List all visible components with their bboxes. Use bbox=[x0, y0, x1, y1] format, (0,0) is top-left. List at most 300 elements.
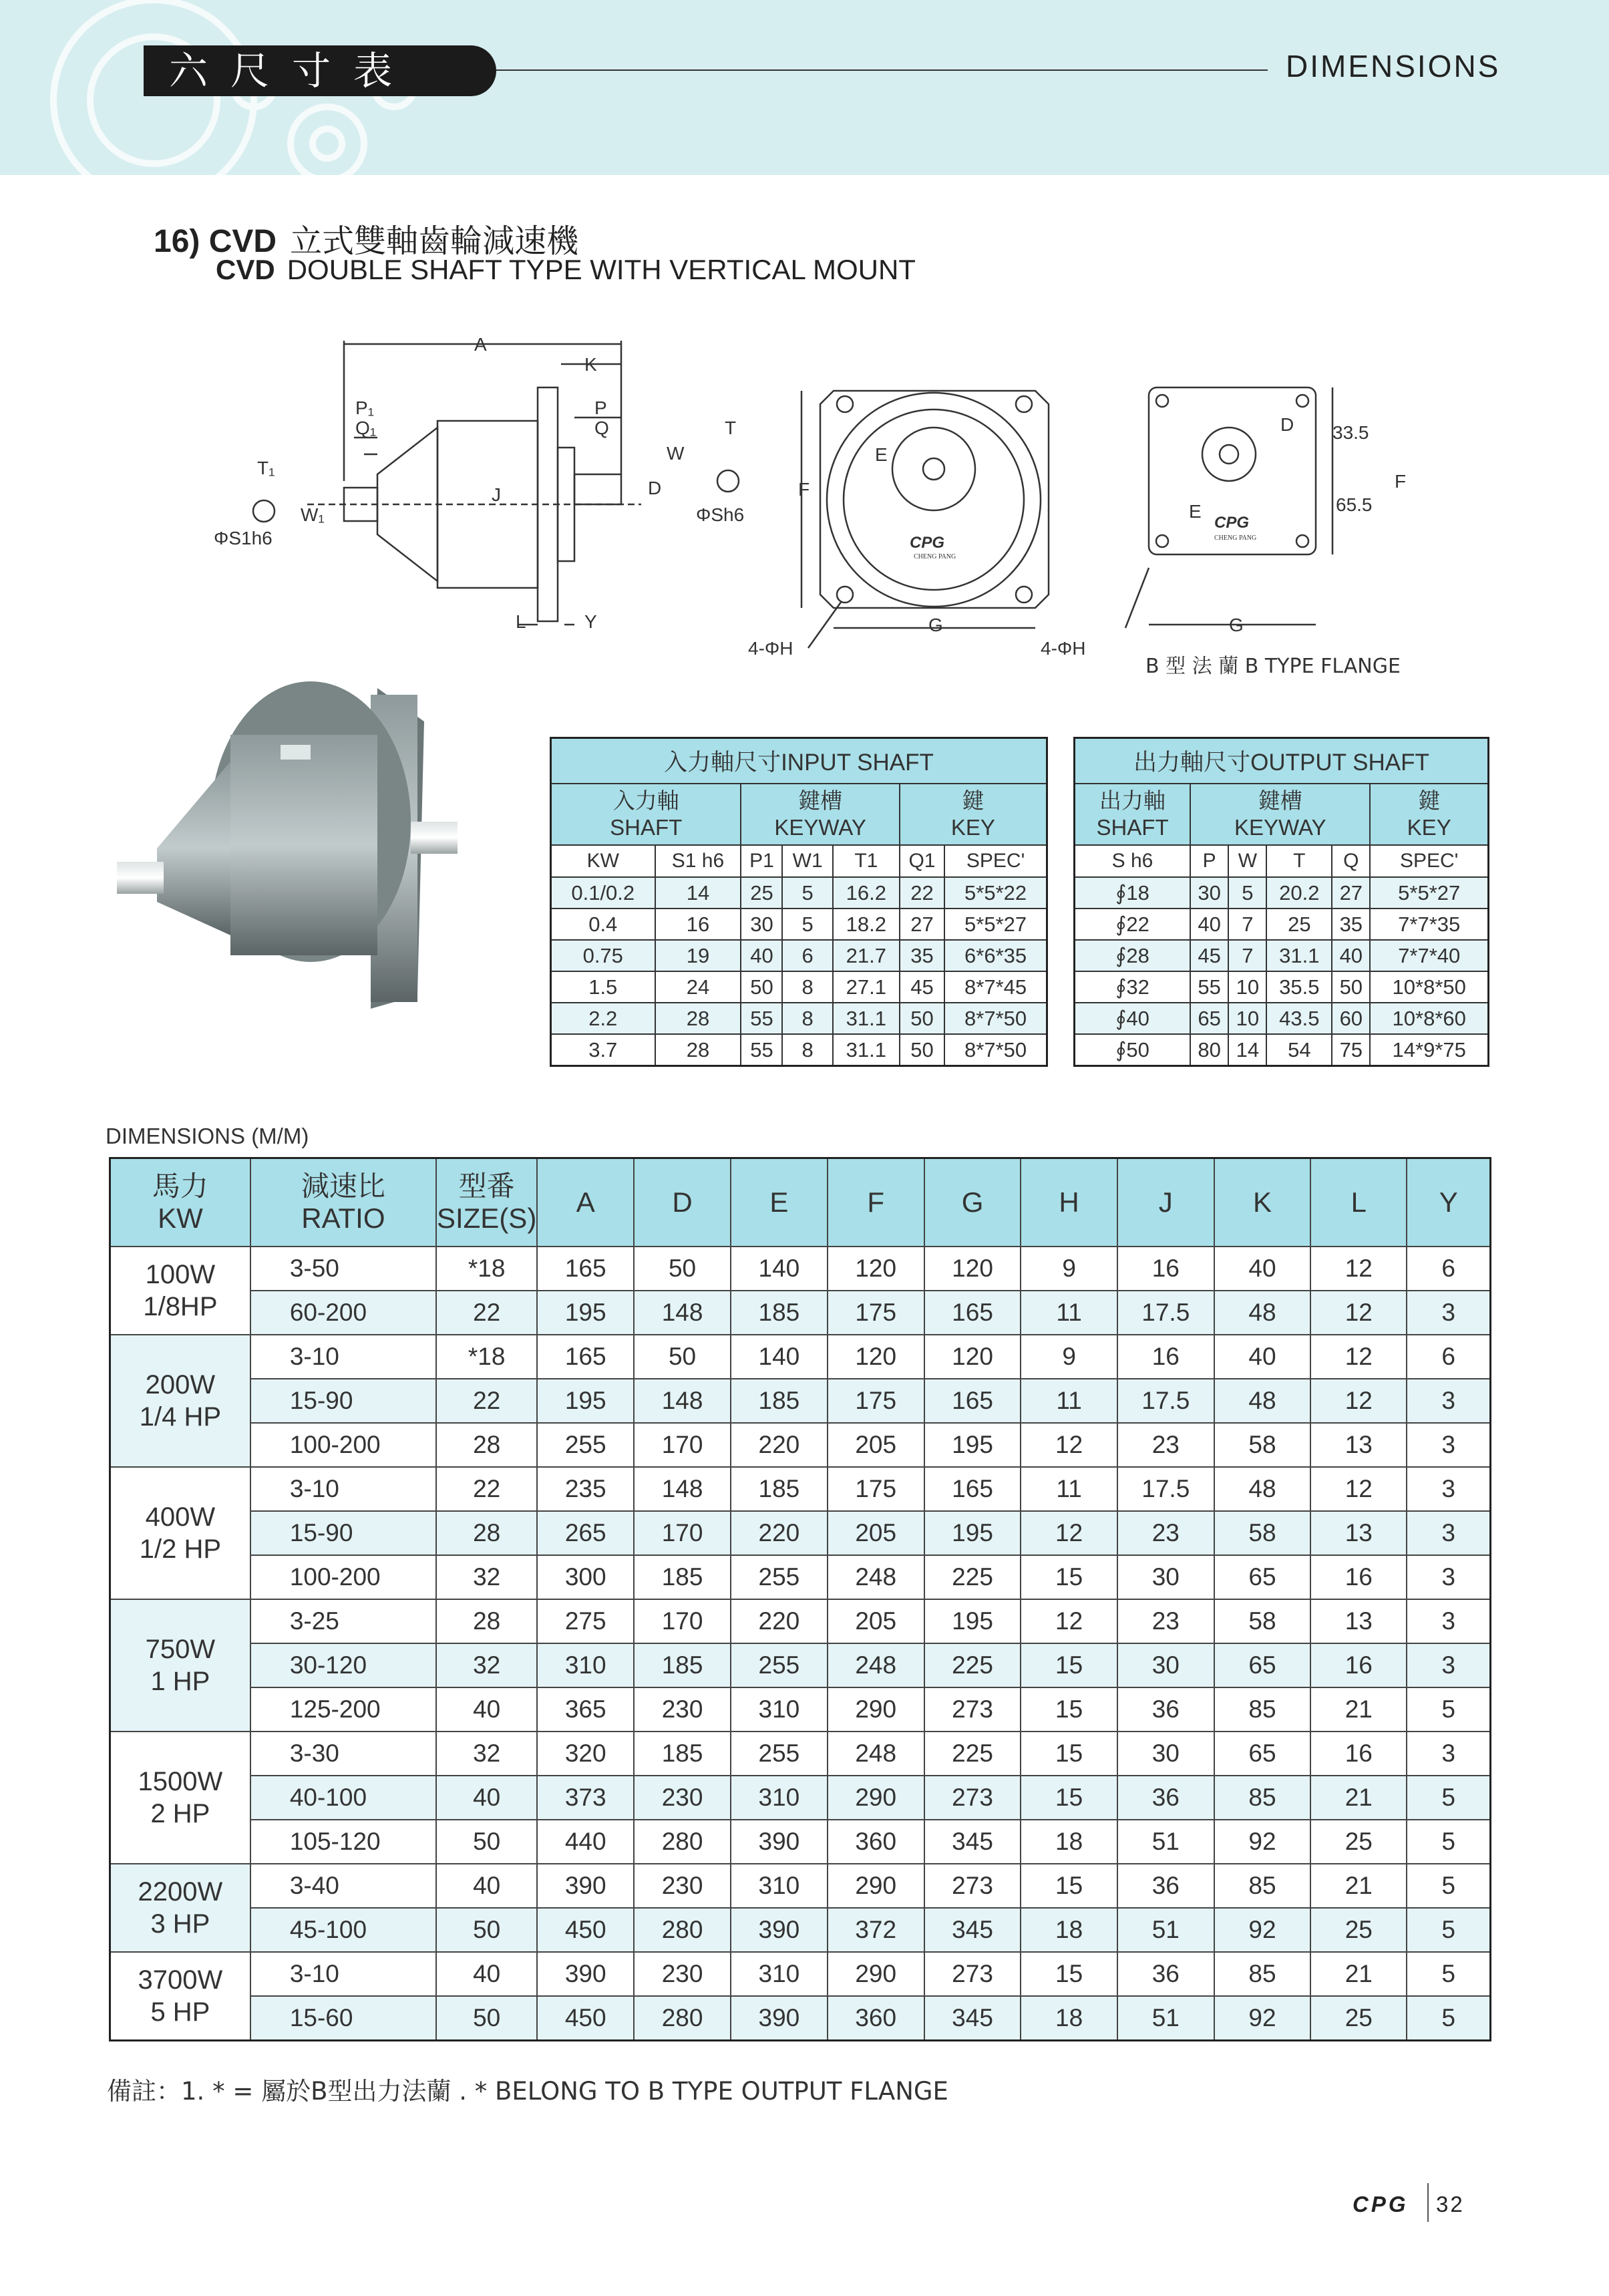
dim-cell: 100-200 bbox=[250, 1423, 436, 1467]
front-brand: CPG bbox=[910, 534, 945, 552]
dim-cell: 51 bbox=[1117, 1908, 1214, 1952]
dim-cell: 310 bbox=[731, 1864, 828, 1908]
dim-cell: 390 bbox=[537, 1952, 634, 1996]
dim-cell: 365 bbox=[537, 1687, 634, 1732]
input-cell: 8*7*50 bbox=[944, 1034, 1047, 1066]
input-col-header: Q1 bbox=[900, 845, 944, 877]
dim-cell: 16 bbox=[1117, 1247, 1214, 1291]
label-A: A bbox=[474, 334, 487, 355]
dim-cell: 85 bbox=[1214, 1776, 1310, 1820]
dim-cell: 5 bbox=[1407, 1996, 1490, 2041]
input-cell: 55 bbox=[741, 1034, 782, 1066]
dim-cell: 450 bbox=[537, 1996, 634, 2041]
dim-cell: 6 bbox=[1407, 1247, 1490, 1291]
output-cell: ∮28 bbox=[1075, 940, 1191, 971]
output-cell: 75 bbox=[1332, 1034, 1370, 1066]
dim-cell: 13 bbox=[1310, 1599, 1407, 1643]
dim-cell: 5 bbox=[1407, 1952, 1490, 1996]
label-T: T bbox=[725, 418, 737, 438]
dim-cell: 205 bbox=[828, 1511, 924, 1555]
dim-cell: 13 bbox=[1310, 1511, 1407, 1555]
dim-cell: 23 bbox=[1117, 1423, 1214, 1467]
dim-cell: 12 bbox=[1021, 1511, 1117, 1555]
dim-row bbox=[110, 1996, 1491, 2041]
input-table-title: 入力軸尺寸INPUT SHAFT bbox=[551, 738, 1047, 784]
dim-cell: 50 bbox=[634, 1247, 731, 1291]
dim-cell: 85 bbox=[1214, 1687, 1310, 1732]
page-number: 32 bbox=[1436, 2192, 1465, 2217]
dim-cell: 230 bbox=[634, 1687, 731, 1732]
dim-cell: 9 bbox=[1021, 1335, 1117, 1379]
output-cell: 30 bbox=[1190, 877, 1228, 909]
dim-cell: 16 bbox=[1310, 1732, 1407, 1776]
dim-cell: 120 bbox=[828, 1247, 924, 1291]
dim-col-header: K bbox=[1214, 1158, 1310, 1247]
label-Q1: Q₁ bbox=[355, 418, 377, 438]
input-row bbox=[551, 940, 1047, 971]
input-cell: 5*5*27 bbox=[944, 909, 1047, 940]
dim-row bbox=[110, 1776, 1491, 1820]
label-dim-65-5: 65.5 bbox=[1336, 494, 1373, 515]
dim-cell: 17.5 bbox=[1117, 1467, 1214, 1511]
dim-cell: 165 bbox=[537, 1335, 634, 1379]
dim-cell: 5 bbox=[1407, 1820, 1490, 1864]
footnote: 備註：1. * = 屬於B型出力法蘭 . * BELONG TO B TYPE OUTPUT FLANGE bbox=[107, 2077, 948, 2106]
output-cell: 65 bbox=[1190, 1003, 1228, 1034]
input-group-key: 鍵 KEY bbox=[900, 784, 1047, 845]
dim-cell: 175 bbox=[828, 1467, 924, 1511]
output-row bbox=[1075, 877, 1489, 909]
dim-cell: 16 bbox=[1310, 1555, 1407, 1599]
dim-row bbox=[110, 1820, 1491, 1864]
dim-cell: 85 bbox=[1214, 1952, 1310, 1996]
dim-row bbox=[110, 1643, 1491, 1687]
dim-cell: 290 bbox=[828, 1864, 924, 1908]
input-cell: 8*7*50 bbox=[944, 1003, 1047, 1034]
dim-cell: 12 bbox=[1310, 1291, 1407, 1335]
dim-cell: 390 bbox=[537, 1864, 634, 1908]
dimensions-caption: DIMENSIONS (M/M) bbox=[106, 1124, 309, 1148]
input-cell: 55 bbox=[741, 1003, 782, 1034]
dim-cell: 3 bbox=[1407, 1467, 1490, 1511]
dim-cell: 9 bbox=[1021, 1247, 1117, 1291]
dim-cell: 25 bbox=[1310, 1820, 1407, 1864]
output-col-header: SPEC' bbox=[1370, 845, 1488, 877]
label-T1: T₁ bbox=[257, 458, 275, 478]
header-rule bbox=[496, 69, 1268, 71]
input-cell: 16 bbox=[655, 909, 741, 940]
dim-cell: 3-30 bbox=[250, 1732, 436, 1776]
dim-cell: 15 bbox=[1021, 1643, 1117, 1687]
dim-cell: 320 bbox=[537, 1732, 634, 1776]
input-cell: 45 bbox=[900, 971, 944, 1003]
front-brand-sub: CHENG PANG bbox=[914, 553, 956, 560]
dim-cell: 195 bbox=[537, 1379, 634, 1423]
output-col-header: T bbox=[1266, 845, 1332, 877]
dim-col-header: 減速比 RATIO bbox=[250, 1158, 436, 1247]
dim-power-cell: 100W 1/8HP bbox=[110, 1247, 250, 1335]
input-cell: 31.1 bbox=[833, 1034, 900, 1066]
dim-power-cell: 200W 1/4 HP bbox=[110, 1335, 250, 1467]
dim-cell: 50 bbox=[634, 1335, 731, 1379]
dim-cell: 36 bbox=[1117, 1687, 1214, 1732]
dim-row bbox=[110, 1864, 1491, 1908]
dim-row bbox=[110, 1908, 1491, 1952]
output-row bbox=[1075, 971, 1489, 1003]
dim-cell: 290 bbox=[828, 1687, 924, 1732]
section-title-zh: 六尺寸表 bbox=[144, 45, 496, 96]
dim-cell: 58 bbox=[1214, 1511, 1310, 1555]
label-Sh6: ΦSh6 bbox=[696, 504, 745, 525]
dim-cell: 60-200 bbox=[250, 1291, 436, 1335]
dim-cell: 5 bbox=[1407, 1864, 1490, 1908]
product-model: CVD bbox=[216, 254, 275, 285]
input-cell: 0.4 bbox=[551, 909, 655, 940]
output-shaft-table bbox=[1073, 737, 1489, 1067]
product-name-zh: 立式雙軸齒輪減速機 bbox=[290, 222, 579, 260]
label-E-flange: E bbox=[1189, 501, 1202, 522]
input-cell: 30 bbox=[741, 909, 782, 940]
output-group-keyway: 鍵槽 KEYWAY bbox=[1190, 784, 1370, 845]
dim-cell: 230 bbox=[634, 1864, 731, 1908]
dim-cell: 11 bbox=[1021, 1467, 1117, 1511]
dim-row bbox=[110, 1379, 1491, 1423]
dim-cell: 51 bbox=[1117, 1996, 1214, 2041]
dim-cell: 18 bbox=[1021, 1996, 1117, 2041]
dim-col-header: G bbox=[924, 1158, 1021, 1247]
dim-cell: 32 bbox=[436, 1732, 537, 1776]
dim-cell: 205 bbox=[828, 1423, 924, 1467]
dim-cell: 16 bbox=[1117, 1335, 1214, 1379]
dim-cell: 165 bbox=[924, 1467, 1021, 1511]
dim-cell: 5 bbox=[1407, 1776, 1490, 1820]
dim-row bbox=[110, 1247, 1491, 1291]
dim-row bbox=[110, 1335, 1491, 1379]
dim-cell: 310 bbox=[731, 1776, 828, 1820]
output-cell: 35 bbox=[1332, 909, 1370, 940]
input-cell: 8 bbox=[782, 1003, 832, 1034]
dim-cell: 40 bbox=[436, 1864, 537, 1908]
dim-cell: 25 bbox=[1310, 1996, 1407, 2041]
input-cell: 8 bbox=[782, 1034, 832, 1066]
flange-caption: B 型 法 蘭 B TYPE FLANGE bbox=[1145, 655, 1401, 678]
dim-cell: 185 bbox=[634, 1555, 731, 1599]
dim-cell: 373 bbox=[537, 1776, 634, 1820]
dim-cell: 21 bbox=[1310, 1776, 1407, 1820]
dim-row bbox=[110, 1291, 1491, 1335]
dim-row bbox=[110, 1732, 1491, 1776]
dim-cell: 148 bbox=[634, 1467, 731, 1511]
input-shaft-table bbox=[550, 737, 1048, 1067]
dim-cell: 275 bbox=[537, 1599, 634, 1643]
dim-cell: 15 bbox=[1021, 1864, 1117, 1908]
output-cell: 10*8*60 bbox=[1370, 1003, 1488, 1034]
input-cell: 8 bbox=[782, 971, 832, 1003]
label-W: W bbox=[667, 443, 685, 464]
dim-cell: 40 bbox=[1214, 1335, 1310, 1379]
output-cell: 7*7*40 bbox=[1370, 940, 1488, 971]
dim-cell: 185 bbox=[731, 1291, 828, 1335]
dim-cell: *18 bbox=[436, 1247, 537, 1291]
input-cell: 27.1 bbox=[833, 971, 900, 1003]
output-row bbox=[1075, 1003, 1489, 1034]
dim-col-header: H bbox=[1021, 1158, 1117, 1247]
output-cell: ∮40 bbox=[1075, 1003, 1191, 1034]
dim-cell: 3 bbox=[1407, 1291, 1490, 1335]
dim-cell: 12 bbox=[1021, 1599, 1117, 1643]
dim-cell: 22 bbox=[436, 1467, 537, 1511]
dim-cell: 28 bbox=[436, 1599, 537, 1643]
dim-cell: 140 bbox=[731, 1247, 828, 1291]
dim-cell: 290 bbox=[828, 1776, 924, 1820]
dim-cell: 11 bbox=[1021, 1379, 1117, 1423]
output-cell: 35.5 bbox=[1266, 971, 1332, 1003]
dim-cell: 248 bbox=[828, 1555, 924, 1599]
dim-cell: 65 bbox=[1214, 1555, 1310, 1599]
dim-cell: 3 bbox=[1407, 1423, 1490, 1467]
input-cell: 6*6*35 bbox=[944, 940, 1047, 971]
dim-cell: 12 bbox=[1021, 1423, 1117, 1467]
dim-cell: 3-25 bbox=[250, 1599, 436, 1643]
dim-cell: 273 bbox=[924, 1952, 1021, 1996]
dim-cell: 50 bbox=[436, 1820, 537, 1864]
dim-power-cell: 2200W 3 HP bbox=[110, 1864, 250, 1952]
dim-cell: 48 bbox=[1214, 1467, 1310, 1511]
product-number: 16) CVD bbox=[154, 224, 277, 259]
output-cell: 7 bbox=[1228, 940, 1266, 971]
output-cell: 27 bbox=[1332, 877, 1370, 909]
dim-row bbox=[110, 1423, 1491, 1467]
label-J: J bbox=[492, 484, 501, 505]
dim-cell: 18 bbox=[1021, 1908, 1117, 1952]
dim-cell: 21 bbox=[1310, 1952, 1407, 1996]
output-cell: 43.5 bbox=[1266, 1003, 1332, 1034]
output-cell: 25 bbox=[1266, 909, 1332, 940]
dim-col-header: Y bbox=[1407, 1158, 1490, 1247]
input-cell: 25 bbox=[741, 877, 782, 909]
input-cell: 50 bbox=[900, 1034, 944, 1066]
output-cell: 5 bbox=[1228, 877, 1266, 909]
input-cell: 28 bbox=[655, 1003, 741, 1034]
input-col-header: T1 bbox=[833, 845, 900, 877]
dim-cell: 12 bbox=[1310, 1379, 1407, 1423]
dim-cell: 273 bbox=[924, 1776, 1021, 1820]
input-cell: 1.5 bbox=[551, 971, 655, 1003]
output-cell: 10*8*50 bbox=[1370, 971, 1488, 1003]
dim-cell: 40-100 bbox=[250, 1776, 436, 1820]
output-table-title: 出力軸尺寸OUTPUT SHAFT bbox=[1075, 738, 1489, 784]
label-G-front: G bbox=[928, 615, 943, 635]
dim-cell: 372 bbox=[828, 1908, 924, 1952]
input-cell: 2.2 bbox=[551, 1003, 655, 1034]
dim-cell: 450 bbox=[537, 1908, 634, 1952]
dim-cell: 3 bbox=[1407, 1511, 1490, 1555]
dim-cell: 40 bbox=[436, 1687, 537, 1732]
label-S1h6: ΦS1h6 bbox=[214, 528, 273, 548]
dim-cell: 100-200 bbox=[250, 1555, 436, 1599]
input-group-shaft: 入力軸 SHAFT bbox=[551, 784, 741, 845]
dim-cell: 32 bbox=[436, 1555, 537, 1599]
dim-cell: 15-90 bbox=[250, 1511, 436, 1555]
input-cell: 27 bbox=[900, 909, 944, 940]
output-cell: 7 bbox=[1228, 909, 1266, 940]
output-cell: 14*9*75 bbox=[1370, 1034, 1488, 1066]
dim-cell: 3-10 bbox=[250, 1952, 436, 1996]
dim-cell: 148 bbox=[634, 1291, 731, 1335]
dim-cell: 225 bbox=[924, 1643, 1021, 1687]
dim-cell: 3-10 bbox=[250, 1335, 436, 1379]
dim-cell: 230 bbox=[634, 1952, 731, 1996]
input-cell: 5 bbox=[782, 877, 832, 909]
dim-power-cell: 400W 1/2 HP bbox=[110, 1467, 250, 1599]
output-cell: 55 bbox=[1190, 971, 1228, 1003]
input-row bbox=[551, 909, 1047, 940]
dim-cell: 36 bbox=[1117, 1952, 1214, 1996]
label-D: D bbox=[648, 478, 662, 498]
output-cell: 40 bbox=[1190, 909, 1228, 940]
dim-cell: 165 bbox=[924, 1291, 1021, 1335]
dim-cell: 12 bbox=[1310, 1467, 1407, 1511]
dim-col-header: E bbox=[731, 1158, 828, 1247]
dim-cell: 390 bbox=[731, 1908, 828, 1952]
output-cell: ∮50 bbox=[1075, 1034, 1191, 1066]
dim-cell: 22 bbox=[436, 1291, 537, 1335]
dim-col-header: J bbox=[1117, 1158, 1214, 1247]
flange-brand: CPG bbox=[1214, 514, 1250, 532]
dim-cell: 18 bbox=[1021, 1820, 1117, 1864]
dim-cell: 280 bbox=[634, 1996, 731, 2041]
section-title-en: DIMENSIONS bbox=[1286, 49, 1501, 84]
dim-cell: 390 bbox=[731, 1996, 828, 2041]
dim-cell: 15 bbox=[1021, 1776, 1117, 1820]
output-cell: ∮22 bbox=[1075, 909, 1191, 940]
dim-cell: 360 bbox=[828, 1996, 924, 2041]
output-cell: 20.2 bbox=[1266, 877, 1332, 909]
product-title-en bbox=[216, 254, 916, 286]
dim-cell: 175 bbox=[828, 1379, 924, 1423]
dim-cell: 23 bbox=[1117, 1511, 1214, 1555]
label-K: K bbox=[584, 354, 597, 375]
dim-cell: 220 bbox=[731, 1599, 828, 1643]
footer-logo: CPG bbox=[1353, 2192, 1409, 2217]
dim-cell: 273 bbox=[924, 1687, 1021, 1732]
dim-cell: 15 bbox=[1021, 1952, 1117, 1996]
dim-cell: 23 bbox=[1117, 1599, 1214, 1643]
dim-cell: 50 bbox=[436, 1996, 537, 2041]
output-cell: 50 bbox=[1332, 971, 1370, 1003]
dim-cell: 360 bbox=[828, 1820, 924, 1864]
dim-cell: 28 bbox=[436, 1423, 537, 1467]
dim-cell: 92 bbox=[1214, 1820, 1310, 1864]
dim-cell: 92 bbox=[1214, 1908, 1310, 1952]
input-cell: 5 bbox=[782, 909, 832, 940]
dim-cell: 148 bbox=[634, 1379, 731, 1423]
output-cell: 54 bbox=[1266, 1034, 1332, 1066]
dim-cell: 205 bbox=[828, 1599, 924, 1643]
dim-cell: 25 bbox=[1310, 1908, 1407, 1952]
input-cell: 21.7 bbox=[833, 940, 900, 971]
dim-cell: 12 bbox=[1310, 1335, 1407, 1379]
dim-cell: 255 bbox=[537, 1423, 634, 1467]
dim-cell: 310 bbox=[731, 1687, 828, 1732]
dim-cell: 235 bbox=[537, 1467, 634, 1511]
dim-cell: 3 bbox=[1407, 1379, 1490, 1423]
dim-cell: 195 bbox=[924, 1599, 1021, 1643]
dim-row bbox=[110, 1467, 1491, 1511]
output-col-header: Q bbox=[1332, 845, 1370, 877]
dimensions-table bbox=[109, 1157, 1491, 2041]
label-Q: Q bbox=[594, 418, 609, 438]
dim-cell: 120 bbox=[924, 1247, 1021, 1291]
dim-row bbox=[110, 1511, 1491, 1555]
dim-cell: 30 bbox=[1117, 1732, 1214, 1776]
input-cell: 40 bbox=[741, 940, 782, 971]
input-cell: 28 bbox=[655, 1034, 741, 1066]
label-F-flange: F bbox=[1395, 471, 1407, 492]
input-col-header: P1 bbox=[741, 845, 782, 877]
dim-cell: 28 bbox=[436, 1511, 537, 1555]
input-row bbox=[551, 877, 1047, 909]
dim-cell: 390 bbox=[731, 1820, 828, 1864]
dim-cell: 345 bbox=[924, 1908, 1021, 1952]
input-cell: 24 bbox=[655, 971, 741, 1003]
dim-cell: 170 bbox=[634, 1423, 731, 1467]
dim-cell: 310 bbox=[731, 1952, 828, 1996]
dim-cell: 40 bbox=[436, 1952, 537, 1996]
dim-cell: 170 bbox=[634, 1599, 731, 1643]
dim-cell: 50 bbox=[436, 1908, 537, 1952]
dim-cell: 13 bbox=[1310, 1423, 1407, 1467]
label-dim-33-5: 33.5 bbox=[1332, 422, 1369, 443]
input-cell: 50 bbox=[741, 971, 782, 1003]
dim-cell: 300 bbox=[537, 1555, 634, 1599]
dim-cell: 225 bbox=[924, 1732, 1021, 1776]
dim-cell: 5 bbox=[1407, 1908, 1490, 1952]
dim-cell: 280 bbox=[634, 1908, 731, 1952]
dim-col-header: 型番 SIZE(S) bbox=[436, 1158, 537, 1247]
input-col-header: W1 bbox=[782, 845, 832, 877]
output-cell: 14 bbox=[1228, 1034, 1266, 1066]
product-photo bbox=[110, 681, 538, 1029]
input-cell: 18.2 bbox=[833, 909, 900, 940]
dim-cell: 36 bbox=[1117, 1864, 1214, 1908]
dim-cell: 345 bbox=[924, 1996, 1021, 2041]
output-cell: 10 bbox=[1228, 1003, 1266, 1034]
dim-cell: 17.5 bbox=[1117, 1291, 1214, 1335]
dim-cell: 195 bbox=[924, 1511, 1021, 1555]
input-row bbox=[551, 1034, 1047, 1066]
dim-cell: 30-120 bbox=[250, 1643, 436, 1687]
dim-cell: 220 bbox=[731, 1423, 828, 1467]
dim-cell: 21 bbox=[1310, 1864, 1407, 1908]
dim-cell: 290 bbox=[828, 1952, 924, 1996]
dim-cell: 310 bbox=[537, 1643, 634, 1687]
dim-cell: 85 bbox=[1214, 1864, 1310, 1908]
dim-cell: 175 bbox=[828, 1291, 924, 1335]
output-col-header: S h6 bbox=[1075, 845, 1191, 877]
label-G-flange: G bbox=[1229, 615, 1244, 635]
output-cell: 10 bbox=[1228, 971, 1266, 1003]
dim-cell: 255 bbox=[731, 1732, 828, 1776]
dim-cell: 220 bbox=[731, 1511, 828, 1555]
dim-col-header: L bbox=[1310, 1158, 1407, 1247]
dim-col-header: A bbox=[537, 1158, 634, 1247]
dim-cell: 225 bbox=[924, 1555, 1021, 1599]
dim-col-header: 馬力 KW bbox=[110, 1158, 250, 1247]
dim-cell: 21 bbox=[1310, 1687, 1407, 1732]
output-group-shaft: 出力軸 SHAFT bbox=[1075, 784, 1191, 845]
input-row bbox=[551, 1003, 1047, 1034]
